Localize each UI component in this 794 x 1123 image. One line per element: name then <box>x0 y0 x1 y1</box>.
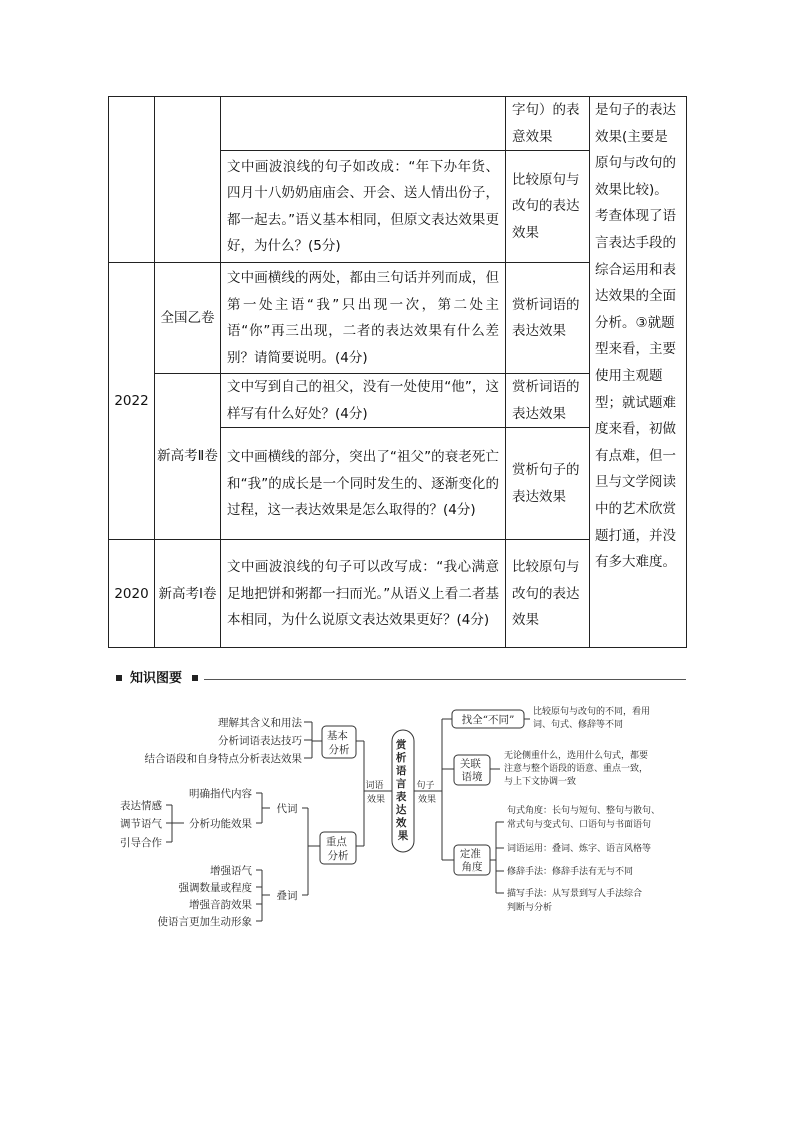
center-char: 析 <box>395 752 407 764</box>
label-line: 基本 <box>326 730 348 742</box>
year-cell: 2020 <box>109 540 155 648</box>
type-cell: 比较原句与改句的表达效果 <box>506 151 590 263</box>
year-cell: 2022 <box>109 263 155 540</box>
type-cell: 比较原句与改句的表达效果 <box>506 540 590 648</box>
center-char: 达 <box>395 804 407 816</box>
center-char: 言 <box>395 778 407 790</box>
angle-desc: 描写手法：从写景到写人手法综合 <box>507 889 643 899</box>
type-cell: 字句）的表意效果 <box>506 97 590 151</box>
difference-desc: 词、句式、修辞等不同 <box>533 720 624 730</box>
question-cell: 文中画横线的部分，突出了“祖父”的衰老死亡和“我”的成长是一个同时发生的、逐渐变化的过程，这一表达效果是怎么取得的？(4分) <box>221 428 506 540</box>
center-char: 语 <box>395 765 407 777</box>
label-line: 分析 <box>328 744 350 756</box>
label-line: 语境 <box>461 771 483 783</box>
label-line: 句子 <box>416 781 435 791</box>
context-desc: 无论侧重什么，选用什么句式，都要 <box>504 751 649 761</box>
center-node-label <box>396 738 410 842</box>
question-cell: 文中写到自己的祖父，没有一处使用“他”，这样写有什么好处？(4分) <box>221 374 506 428</box>
analysis-cell: 是句子的表达效果(主要是原句与改句的效果比较)。考查体现了语言表达手段的综合运用和表达效果的全面分析。③就题型来看，主要使用主观题型；就试题难度来看，初做有点难，但一旦与文学阅读中的艺术欣赏题打通，并没有多大难度。 <box>590 97 687 648</box>
center-char: 果 <box>397 830 409 842</box>
label-line: 效果 <box>366 795 386 805</box>
label-line: 效果 <box>417 795 437 805</box>
basic-item: 结合语段和自身特点分析表达效果 <box>144 753 302 765</box>
context-desc: 注意与整个语段的语意、重点一致， <box>504 764 649 774</box>
find-difference-label: 找全“不同” <box>461 714 515 726</box>
reduplication-label: 叠词 <box>276 890 298 902</box>
center-char: 表 <box>395 791 407 803</box>
type-cell: 赏析词语的表达效果 <box>506 374 590 428</box>
label-line: 定准 <box>459 848 481 860</box>
type-cell: 赏析词语的表达效果 <box>506 263 590 374</box>
difference-desc: 比较原句与改句的不同，看用 <box>533 707 651 717</box>
angle-desc: 判断与分析 <box>507 903 553 913</box>
label-line: 关联 <box>459 758 481 770</box>
label-line: 词语 <box>365 781 384 791</box>
pronoun-item: 明确指代内容 <box>189 788 252 800</box>
basic-item: 理解其含义和用法 <box>218 717 302 729</box>
label-line: 角度 <box>461 861 483 873</box>
angle-label <box>460 847 484 873</box>
question-cell: 文中画波浪线的句子可以改写成：“我心满意足地把饼和粥都一扫而光。”从语义上看二者基本相同，为什么说原文表达效果更好？(4分) <box>221 540 506 648</box>
paper-cell: 新高考Ⅰ卷 <box>155 540 221 648</box>
pronoun-item: 分析功能效果 <box>189 818 252 830</box>
reduplication-item: 增强语气 <box>210 865 252 877</box>
question-cell: 文中画波浪线的句子如改成：“年下办年货、四月十八奶奶庙庙会、开会、送人情出份子，都一起去。”语义基本相同，但原文表达效果更好，为什么？(5分) <box>221 151 506 263</box>
question-cell: 文中画横线的两处，都由三句话并列而成，但第一处主语“我”只出现一次，第二处主语“你”再三出现，二者的表达效果有什么差别？请简要说明。(4分) <box>221 263 506 374</box>
section-title: 知识图要 <box>130 671 183 686</box>
right-branch-label <box>417 779 438 805</box>
angle-desc: 句式角度：长句与短句、整句与散句、 <box>507 806 661 816</box>
type-cell: 赏析句子的表达效果 <box>506 428 590 540</box>
paper-cell: 全国乙卷 <box>155 263 221 374</box>
angle-desc: 词语运用：叠词、炼字、语言风格等 <box>507 844 652 854</box>
context-label <box>460 758 484 783</box>
function-item: 引导合作 <box>120 837 162 849</box>
label-line: 重点 <box>325 836 347 848</box>
center-char: 效 <box>395 817 407 829</box>
reduplication-item: 使语言更加生动形象 <box>157 916 252 928</box>
label-line: 分析 <box>327 850 349 862</box>
paper-cell: 新高考Ⅱ卷 <box>155 374 221 540</box>
basic-analysis-label <box>327 729 351 756</box>
pronoun-label: 代词 <box>276 803 298 815</box>
angle-desc: 常式句与变式句、口语句与书面语句 <box>507 820 652 830</box>
context-desc: 与上下文协调一致 <box>504 777 577 787</box>
function-item: 表达情感 <box>120 800 162 812</box>
angle-desc: 修辞手法：修辞手法有无与不同 <box>507 867 634 877</box>
reduplication-item: 增强音韵效果 <box>189 899 252 911</box>
reduplication-item: 强调数量或程度 <box>178 882 252 894</box>
function-item: 调节语气 <box>120 818 162 830</box>
center-char: 赏 <box>395 739 407 751</box>
basic-item: 分析词语表达技巧 <box>218 735 302 747</box>
key-analysis-label <box>326 835 350 862</box>
left-branch-label <box>366 779 387 805</box>
